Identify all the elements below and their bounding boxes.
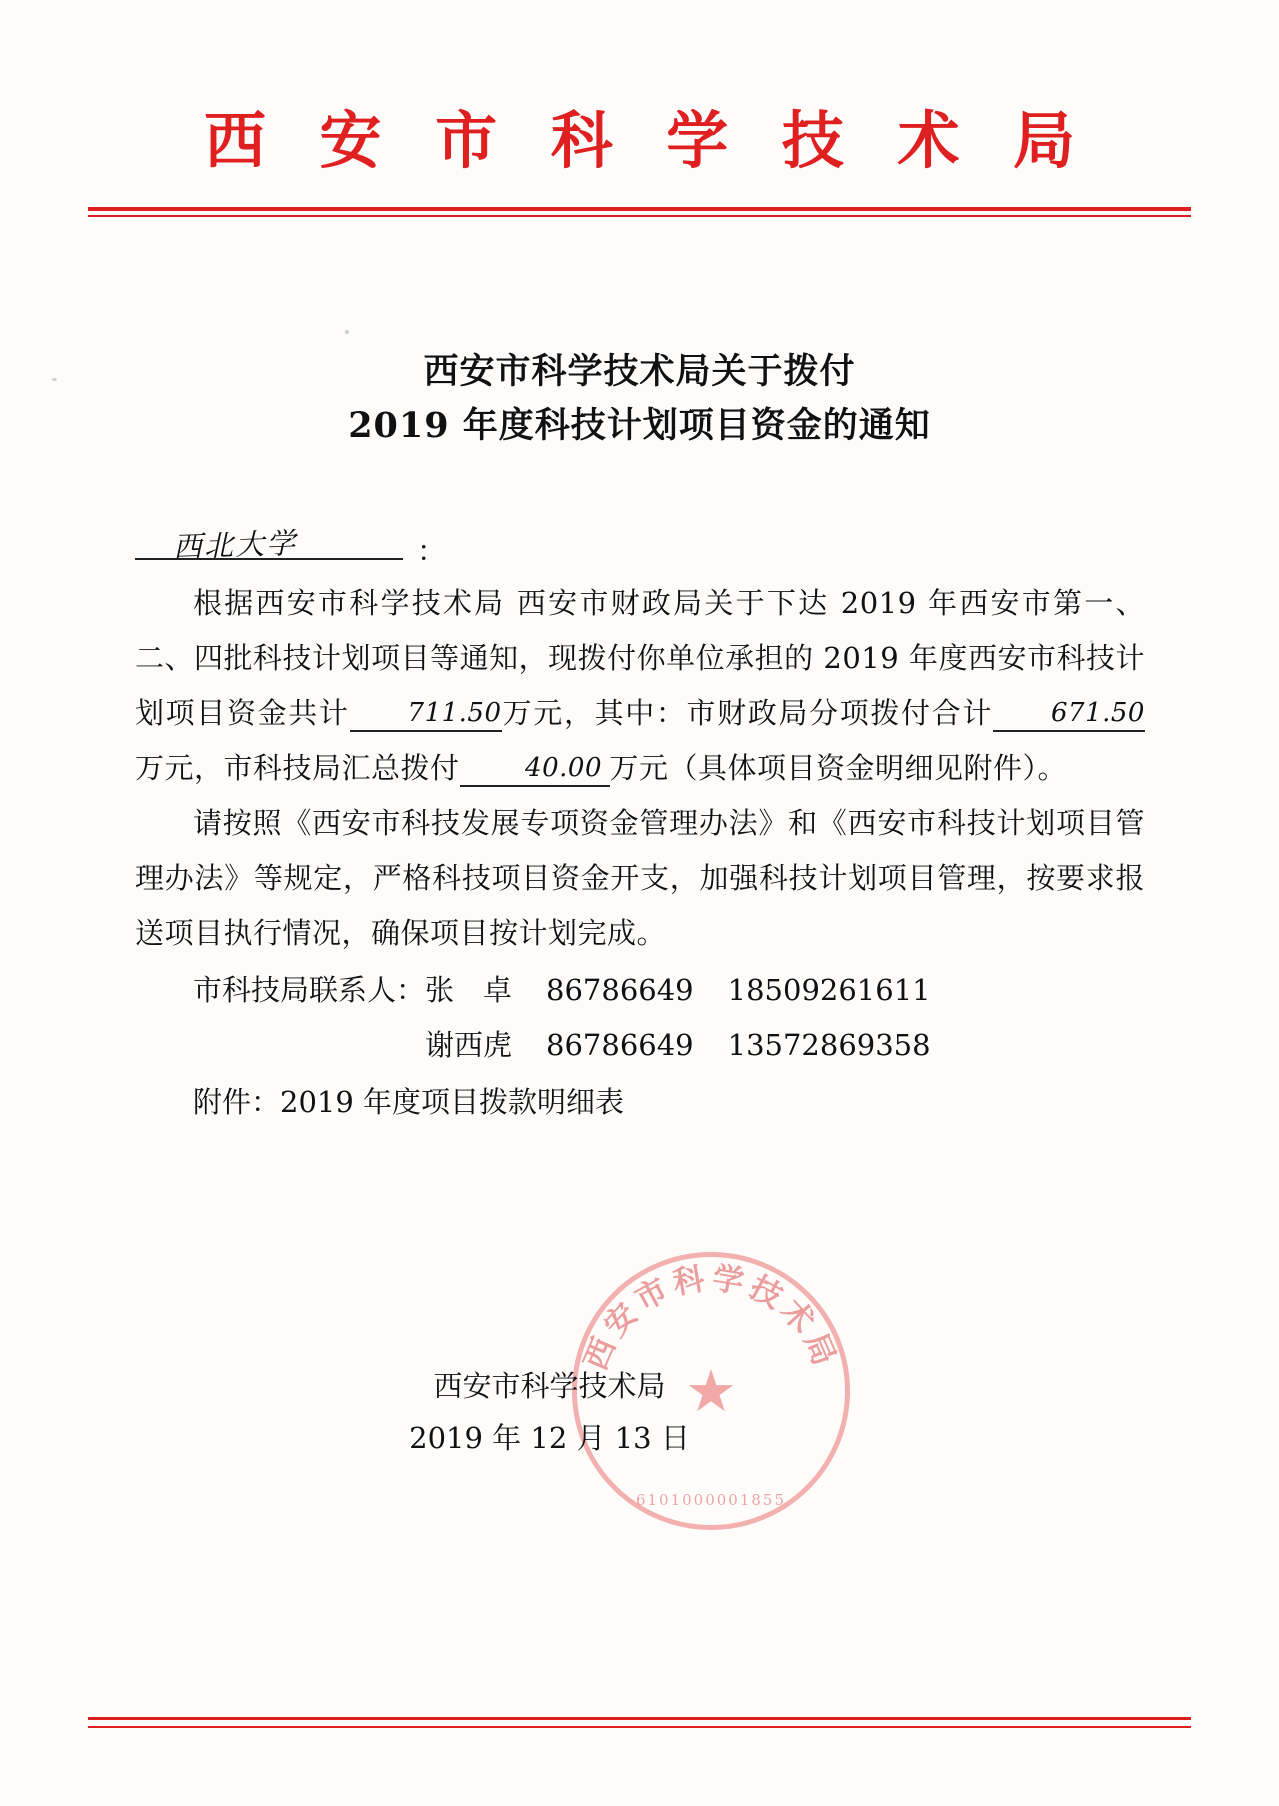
addressee-colon: ： xyxy=(417,534,447,568)
contacts-label: 市科技局联系人： xyxy=(193,973,426,1007)
paragraph1-part2: 万元，其中：市财政局分项拨付合计 xyxy=(501,696,993,730)
paragraph1-part4: 万元（具体项目资金明细见附件）。 xyxy=(609,751,1068,785)
contact-row-2 xyxy=(135,1018,1145,1073)
amount-finance-field: 671.50 xyxy=(993,696,1145,732)
organization-title: 西 安 市 科 学 技 术 局 xyxy=(203,104,1092,177)
page-title xyxy=(0,345,1279,454)
header-rule-thin xyxy=(88,215,1191,217)
contacts-block xyxy=(135,963,1145,1073)
signature-block xyxy=(0,1357,1279,1464)
signature-date: 2019 年 12 月 13 日 xyxy=(409,1421,690,1455)
contact1-phone: 86786649 xyxy=(546,973,694,1007)
footer-rule-thin xyxy=(88,1726,1191,1728)
svg-text:西安市科学技术局: 西安市科学技术局 xyxy=(577,1260,845,1376)
contact1-mobile: 18509261611 xyxy=(727,973,931,1007)
contact-row-1 xyxy=(135,963,1145,1018)
addressee-underline xyxy=(135,558,403,560)
paragraph1-part3: 万元，市科技局汇总拨付 xyxy=(135,751,460,785)
contact2-name: 谢西虎 xyxy=(425,1028,513,1062)
addressee-handwritten: 西北大学 xyxy=(172,525,298,565)
masthead xyxy=(0,104,1279,177)
footer-rule-thick xyxy=(88,1717,1191,1720)
seal-star-icon: ★ xyxy=(685,1357,737,1425)
doc-title-line2: 2019 年度科技计划项目资金的通知 xyxy=(348,405,931,447)
contact2-phone: 86786649 xyxy=(546,1028,694,1062)
contact2-mobile: 13572869358 xyxy=(727,1028,931,1062)
amount-total-field: 711.50 xyxy=(350,696,502,732)
paragraph-funding xyxy=(135,576,1145,796)
header-rule-thick xyxy=(88,207,1191,211)
paragraph1-part1: 根据西安市科学技术局 西安市财政局关于下达 2019 年西安市第一、二、四批科技计划项目等通知，现拨付你单位承担的 2019 年度西安市科技计划项目资金共计 xyxy=(135,586,1145,730)
addressee-row xyxy=(135,510,1145,572)
amount-bureau-field: 40.00 xyxy=(460,751,610,787)
contact1-name: 张 卓 xyxy=(425,973,513,1007)
signature-issuer: 西安市科学技术局 xyxy=(433,1369,666,1403)
speck xyxy=(345,330,349,334)
seal-code: 6101000001855 xyxy=(635,1491,787,1509)
doc-title-line1: 西安市科学技术局关于拨付 xyxy=(423,351,856,392)
document-body xyxy=(135,510,1145,1130)
paragraph-regulations: 请按照《西安市科技发展专项资金管理办法》和《西安市科技计划项目管理办法》等规定，严格科技项目资金开支，加强科技计划项目管理，按要求报送项目执行情况，确保项目按计划完成。 xyxy=(135,806,1145,950)
attachment-line: 附件：2019 年度项目拨款明细表 xyxy=(193,1085,625,1119)
